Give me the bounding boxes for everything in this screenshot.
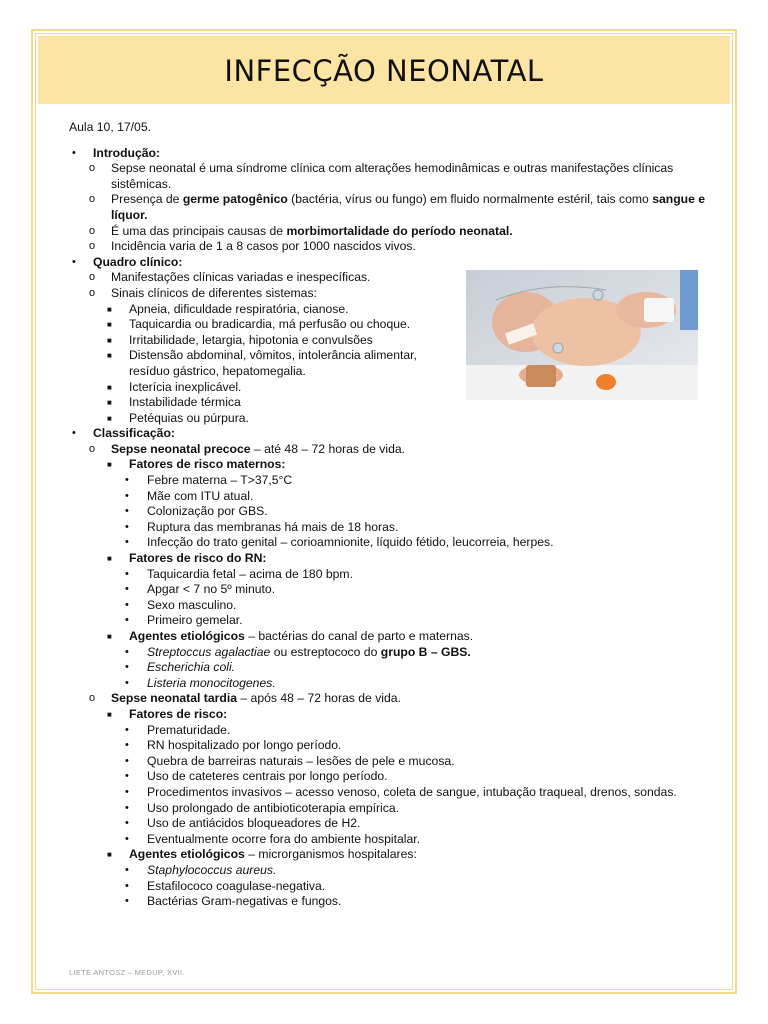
disc-bullet-icon: •: [125, 863, 129, 876]
lecture-date: Aula 10, 17/05.: [69, 120, 151, 134]
page-title: INFECÇÃO NEONATAL: [224, 54, 544, 88]
list-item: ■ Fatores de risco do RN:: [107, 551, 267, 566]
circle-bullet-icon: o: [89, 286, 96, 299]
disc-bullet-icon: •: [125, 817, 129, 830]
list-item: ■ Taquicardia ou bradicardia, má perfusão ou choque.: [107, 317, 411, 332]
list-item: ■ Fatores de risco:: [107, 706, 228, 721]
list-item: ■ Agentes etiológicos – bactérias do canal de parto e maternas.: [107, 629, 474, 643]
disc-bullet-icon: •: [72, 427, 76, 440]
list-item: • Eventualmente ocorre fora do ambiente hospitalar.: [125, 831, 421, 846]
circle-bullet-icon: o: [89, 162, 96, 175]
list-item: ■ Irritabilidade, letargia, hipotonia e convulsões: [107, 332, 373, 347]
section-classificacao: • Classificação:: [72, 426, 175, 441]
title-banner: [38, 36, 730, 104]
list-item: ■ Apneia, dificuldade respiratória, cianose.: [107, 301, 349, 316]
main-outline: [69, 146, 709, 910]
list-item: ■ Petéquias ou púrpura.: [107, 410, 249, 425]
disc-bullet-icon: •: [125, 801, 129, 814]
square-bullet-icon: ■: [107, 304, 112, 314]
list-item: • Sexo masculino.: [125, 597, 237, 612]
square-bullet-icon: ■: [107, 554, 112, 564]
list-item: • Colonização por GBS.: [125, 504, 268, 519]
square-bullet-icon: ■: [107, 850, 112, 860]
disc-bullet-icon: •: [125, 614, 129, 627]
list-item: o Presença de germe patogênico (bactéria, vírus ou fungo) em fluido normalmente estéril, tais como sangue e líquor.: [89, 192, 706, 222]
list-item: • Uso de cateteres centrais por longo período.: [125, 769, 388, 784]
disc-bullet-icon: •: [125, 832, 129, 845]
disc-bullet-icon: •: [125, 645, 129, 658]
square-bullet-icon: ■: [107, 632, 112, 641]
square-bullet-icon: ■: [107, 382, 112, 392]
list-item: o Sepse neonatal tardia – após 48 – 72 horas de vida.: [89, 691, 401, 706]
list-item: • Listeria monocitogenes.: [125, 675, 276, 690]
disc-bullet-icon: •: [125, 505, 129, 518]
square-bullet-icon: ■: [107, 335, 112, 345]
disc-bullet-icon: •: [125, 567, 129, 580]
disc-bullet-icon: •: [125, 754, 129, 767]
list-item: • Uso prolongado de antibioticoterapia empírica.: [125, 800, 400, 815]
list-item: ■ Icterícia inexplicável.: [107, 379, 242, 394]
list-item: • Escherichia coli.: [125, 660, 236, 675]
list-item: • Prematuridade.: [125, 722, 231, 737]
disc-bullet-icon: •: [125, 661, 129, 674]
list-item: • Mãe com ITU atual.: [125, 488, 254, 503]
list-item: • Taquicardia fetal – acima de 180 bpm.: [125, 566, 353, 581]
disc-bullet-icon: •: [125, 598, 129, 611]
circle-bullet-icon: o: [89, 271, 96, 284]
list-item: • RN hospitalizado por longo período.: [125, 738, 342, 753]
list-item: o Sepse neonatal precoce – até 48 – 72 horas de vida.: [89, 441, 406, 456]
circle-bullet-icon: o: [89, 240, 96, 253]
document-body: [69, 120, 709, 910]
list-item: • Quebra de barreiras naturais – lesões de pele e mucosa.: [125, 753, 455, 768]
square-bullet-icon: ■: [107, 709, 112, 719]
circle-bullet-icon: o: [89, 692, 96, 705]
list-item: ■ Agentes etiológicos – microrganismos hospitalares:: [107, 847, 417, 862]
circle-bullet-icon: o: [89, 224, 96, 237]
disc-bullet-icon: •: [72, 146, 76, 159]
circle-bullet-icon: o: [89, 193, 96, 206]
disc-bullet-icon: •: [125, 785, 129, 798]
disc-bullet-icon: •: [125, 536, 129, 549]
list-item: o Sepse neonatal é uma síndrome clínica com alterações hemodinâmicas e outras manifestações clínicas sistêmicas.: [89, 161, 674, 191]
section-quadro-clinico: • Quadro clínico:: [72, 254, 183, 269]
square-bullet-icon: ■: [107, 351, 112, 361]
list-item: • Primeiro gemelar.: [125, 613, 243, 628]
list-item: ■ Distensão abdominal, vômitos, intolerância alimentar, resíduo gástrico, hepatomegalia.: [107, 348, 417, 378]
square-bullet-icon: ■: [107, 413, 112, 423]
disc-bullet-icon: •: [125, 895, 129, 908]
disc-bullet-icon: •: [125, 520, 129, 533]
square-bullet-icon: ■: [107, 320, 112, 330]
list-item: • Uso de antiácidos bloqueadores de H2.: [125, 816, 361, 831]
section-introducao: • Introdução:: [72, 145, 161, 160]
list-item: • Procedimentos invasivos – acesso venoso, coleta de sangue, intubação traqueal, drenos, sondas.: [125, 784, 677, 799]
list-item: o É uma das principais causas de morbimortalidade do período neonatal.: [89, 223, 513, 238]
disc-bullet-icon: •: [125, 739, 129, 752]
list-item: o Incidência varia de 1 a 8 casos por 1000 nascidos vivos.: [89, 239, 416, 254]
list-item: o Sinais clínicos de diferentes sistemas:: [89, 285, 317, 300]
disc-bullet-icon: •: [125, 879, 129, 892]
list-item: • Infecção do trato genital – corioamnionite, líquido fétido, leucorreia, herpes.: [125, 535, 554, 550]
square-bullet-icon: ■: [107, 398, 112, 408]
list-item: • Staphylococcus aureus.: [125, 862, 277, 877]
list-item: ■ Fatores de risco maternos:: [107, 457, 286, 472]
disc-bullet-icon: •: [125, 723, 129, 736]
list-item: ■ Instabilidade térmica: [107, 395, 241, 410]
list-item: • Apgar < 7 no 5º minuto.: [125, 582, 276, 597]
disc-bullet-icon: •: [125, 489, 129, 502]
list-item: • Bactérias Gram-negativas e fungos.: [125, 894, 342, 909]
disc-bullet-icon: •: [72, 255, 76, 268]
disc-bullet-icon: •: [125, 474, 129, 487]
list-item: o Manifestações clínicas variadas e inespecíficas.: [89, 270, 371, 285]
list-item: • Febre materna – T>37,5°C: [125, 473, 293, 488]
list-item: • Streptoccus agalactiae ou estreptococo do grupo B – GBS.: [125, 644, 471, 659]
page-footer: LIETE ANTOSZ – MEDUP, XVII.: [69, 968, 185, 977]
square-bullet-icon: ■: [107, 460, 112, 470]
disc-bullet-icon: •: [125, 770, 129, 783]
list-item: • Ruptura das membranas há mais de 18 horas.: [125, 519, 399, 534]
disc-bullet-icon: •: [125, 583, 129, 596]
circle-bullet-icon: o: [89, 442, 96, 455]
list-item: • Estafilococo coagulase-negativa.: [125, 878, 326, 893]
disc-bullet-icon: •: [125, 676, 129, 689]
